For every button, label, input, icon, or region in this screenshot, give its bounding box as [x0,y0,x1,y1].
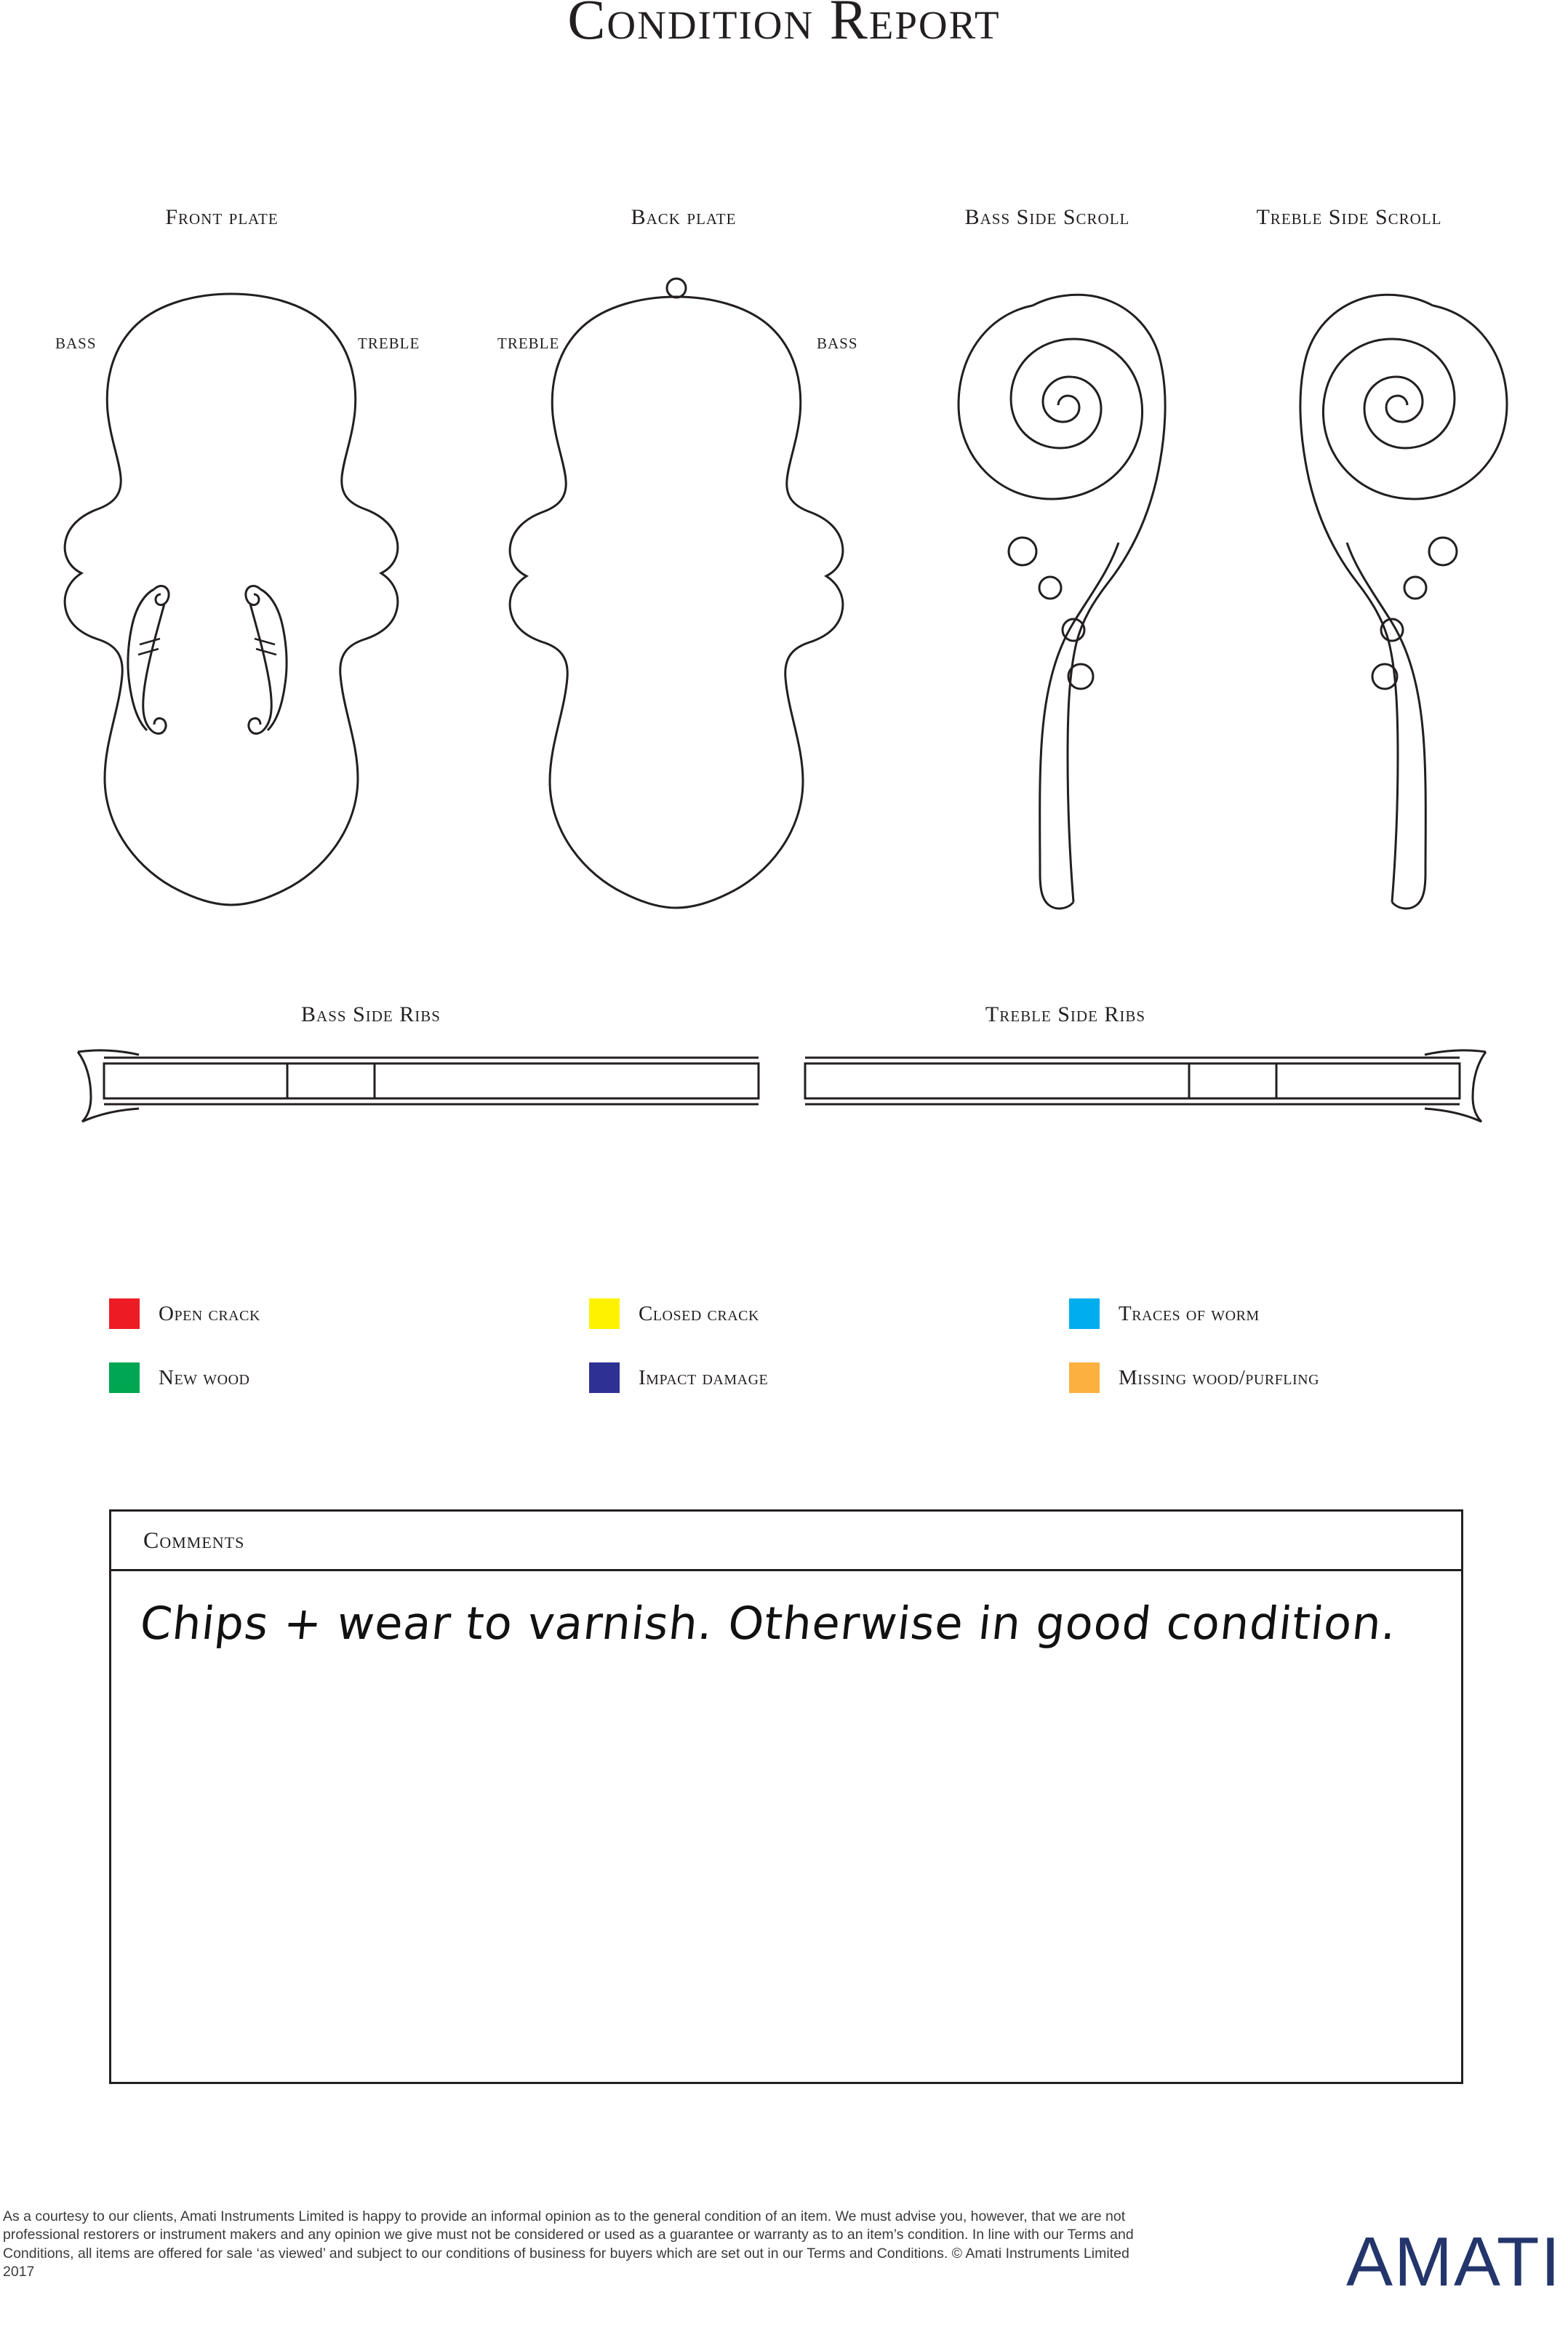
swatch-open-crack [109,1298,140,1329]
comments-header [111,1512,1461,1571]
caption-front-plate: Front plate [165,205,279,229]
amati-logo: AMATI [1346,2223,1562,2301]
front-plate-bass-label: BASS [55,335,97,352]
comments-header-label: Comments [143,1527,245,1553]
caption-bass-side-scroll: Bass Side Scroll [964,205,1130,229]
comments-box[interactable] [109,1509,1463,2084]
bass-side-scroll-diagram[interactable] [938,262,1215,953]
caption-treble-side-ribs: Treble Side Ribs [985,1002,1146,1026]
swatch-missing-wood-purfling [1069,1362,1100,1393]
legend [109,1298,1476,1426]
legend-label-missing-wood-purfling: Missing wood/purfling [1119,1365,1320,1389]
treble-side-ribs-diagram[interactable] [796,1026,1495,1127]
swatch-impact-damage [589,1362,620,1393]
legend-item-impact-damage [589,1362,1069,1393]
legend-label-open-crack: Open crack [159,1301,260,1325]
legend-label-traces-of-worm: Traces of worm [1119,1301,1260,1325]
bass-side-ribs-diagram[interactable] [69,1026,767,1127]
page-title: Condition Report [567,0,1001,51]
caption-bass-side-ribs: Bass Side Ribs [301,1002,441,1026]
legend-item-missing-wood-purfling [1069,1362,1476,1393]
legend-label-closed-crack: Closed crack [639,1301,759,1325]
legend-item-new-wood [109,1362,589,1393]
footer-disclaimer: As a courtesy to our clients, Amati Instruments Limited is happy to provide an informal opinion as to the general condition of an item. We must advise you, however, that we are not professional restorers or instrument makers and any opinion we give must not be considered or used as a guarantee or warranty as to an item’s condition. In line with our Terms and Conditions, all items are offered for sale ‘as viewed’ and subject to our conditions of business for buyers which are set out in our Terms and Conditions. © Amati Instruments Limited 2017 [3,2208,1134,2280]
legend-item-open-crack [109,1298,589,1329]
comments-body[interactable] [111,1571,1461,1676]
legend-row [109,1298,1476,1329]
legend-item-closed-crack [589,1298,1069,1329]
treble-side-scroll-diagram[interactable] [1251,262,1527,953]
swatch-traces-of-worm [1069,1298,1100,1329]
legend-row [109,1362,1476,1393]
back-plate-treble-label: TREBLE [497,335,560,352]
back-plate-bass-label: BASS [817,335,858,352]
front-plate-treble-label: TREBLE [358,335,420,352]
legend-label-impact-damage: Impact damage [639,1365,769,1389]
swatch-new-wood [109,1362,140,1393]
front-plate-diagram[interactable] [44,276,422,938]
legend-item-traces-of-worm [1069,1298,1476,1329]
legend-label-new-wood: New wood [159,1365,250,1389]
caption-treble-side-scroll: Treble Side Scroll [1256,205,1442,229]
back-plate-diagram[interactable] [489,276,867,938]
swatch-closed-crack [589,1298,620,1329]
caption-back-plate: Back plate [631,205,737,229]
comments-text: Chips + wear to varnish. Otherwise in good condition. [137,1597,1400,1650]
